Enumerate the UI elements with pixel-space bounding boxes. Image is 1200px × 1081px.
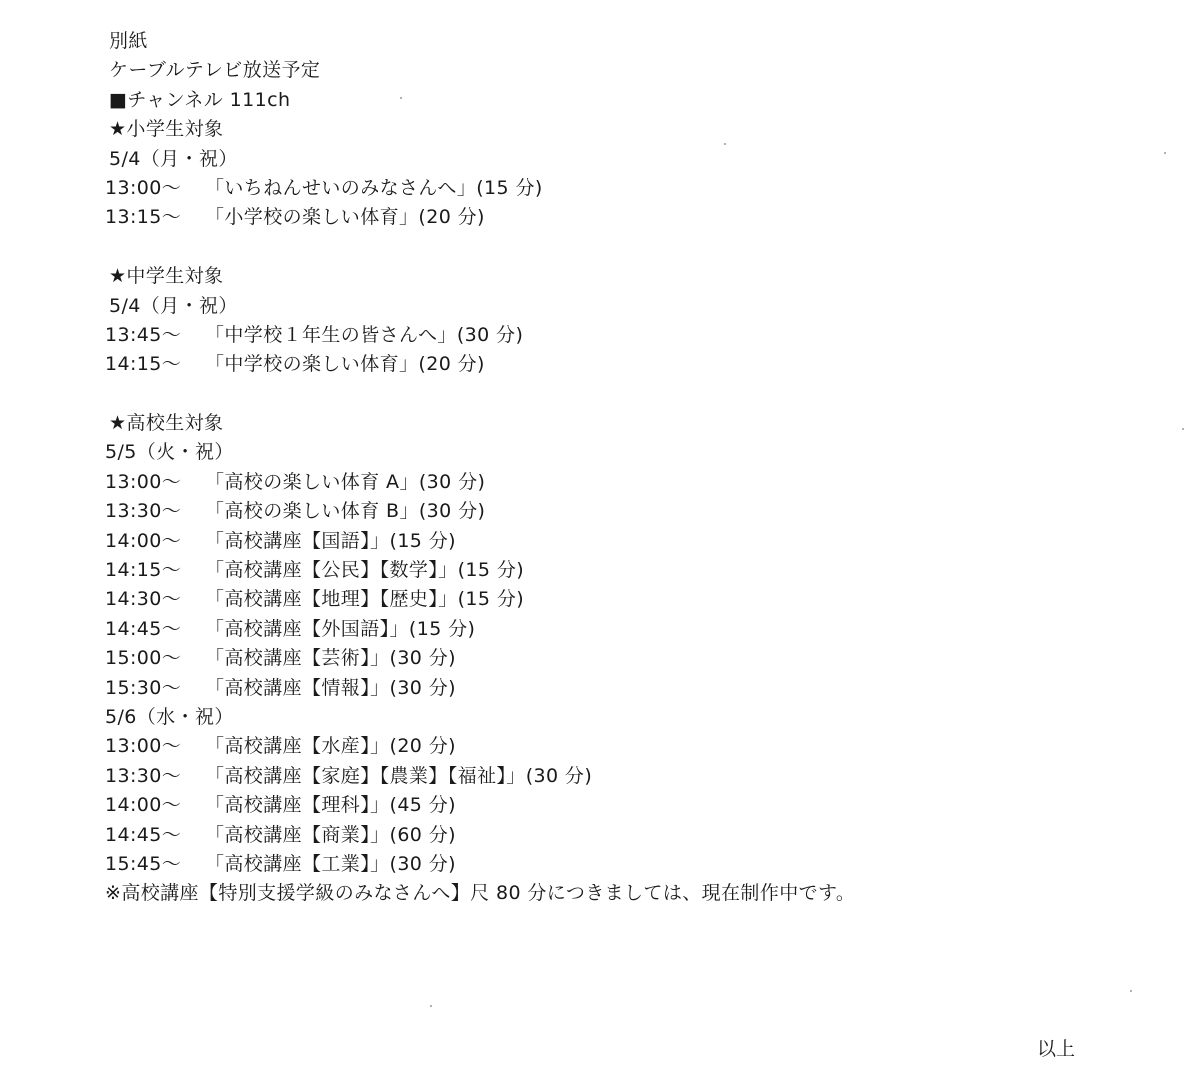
section-heading: ★小学生対象: [109, 118, 224, 141]
schedule-row: [105, 321, 1105, 350]
scan-speck: [400, 97, 402, 99]
schedule-time: 14:30～: [105, 588, 182, 611]
section-heading: ★中学生対象: [109, 265, 224, 288]
section-high-school: [105, 409, 1105, 879]
scan-speck: [1182, 428, 1184, 430]
program-title: 「中学校の楽しい体育」(20 分): [205, 353, 485, 376]
schedule-row: [105, 850, 1105, 879]
schedule-row: [105, 674, 1105, 703]
schedule-time: 14:45～: [105, 823, 182, 846]
schedule-row: [105, 350, 1105, 379]
program-title: 「高校講座【外国語】」(15 分): [205, 617, 476, 640]
schedule-row: [105, 497, 1105, 526]
program-title: 「高校講座【商業】」(60 分): [205, 823, 456, 846]
scan-speck: [430, 1005, 432, 1007]
program-title: 「高校講座【工業】」(30 分): [205, 852, 456, 875]
section-elementary: [105, 115, 1105, 233]
program-title: 「中学校１年生の皆さんへ」(30 分): [205, 323, 524, 346]
attachment-label: 別紙: [109, 30, 148, 52]
program-title: 「高校講座【家庭】【農業】【福祉】」(30 分): [205, 764, 593, 787]
section-junior-high: [105, 262, 1105, 380]
scan-speck: [724, 143, 726, 145]
schedule-time: 13:45～: [105, 323, 182, 346]
broadcast-date: 5/5（火・祝）: [105, 441, 234, 464]
scan-speck: [1164, 152, 1166, 154]
broadcast-date: 5/6（水・祝）: [105, 705, 234, 728]
program-title: 「高校講座【国語】」(15 分): [205, 529, 456, 552]
production-note: ※高校講座【特別支援学級のみなさんへ】尺 80 分につきましては、現在制作中です。: [105, 882, 856, 905]
program-title: 「高校講座【水産】」(20 分): [205, 735, 456, 758]
broadcast-date: 5/4（月・祝）: [109, 147, 238, 170]
scan-speck: [1130, 990, 1132, 992]
channel-label: ■チャンネル 111ch: [109, 88, 291, 111]
document-body: [105, 27, 1105, 909]
schedule-row: [105, 468, 1105, 497]
document-title: ケーブルテレビ放送予定: [109, 59, 321, 82]
schedule-row: [105, 762, 1105, 791]
schedule-row: [105, 174, 1105, 203]
schedule-row: [105, 732, 1105, 761]
program-title: 「小学校の楽しい体育」(20 分): [205, 206, 485, 229]
schedule-row: [105, 791, 1105, 820]
schedule-time: 13:30～: [105, 764, 182, 787]
schedule-row: [105, 615, 1105, 644]
spacer: [105, 233, 1105, 262]
schedule-row: [105, 644, 1105, 673]
schedule-row: [105, 585, 1105, 614]
schedule-time: 13:30～: [105, 500, 182, 523]
schedule-time: 13:00～: [105, 735, 182, 758]
schedule-time: 15:30～: [105, 676, 182, 699]
schedule-time: 14:00～: [105, 794, 182, 817]
program-title: 「高校の楽しい体育 A」(30 分): [205, 470, 486, 493]
spacer: [105, 380, 1105, 409]
schedule-time: 14:15～: [105, 353, 182, 376]
program-title: 「高校講座【地理】【歴史】」(15 分): [205, 588, 525, 611]
schedule-time: 13:00～: [105, 176, 182, 199]
schedule-time: 13:00～: [105, 470, 182, 493]
schedule-time: 15:00～: [105, 647, 182, 670]
program-title: 「高校講座【芸術】」(30 分): [205, 647, 456, 670]
closing-mark: 以上: [1037, 1038, 1076, 1060]
schedule-row: [105, 821, 1105, 850]
section-heading: ★高校生対象: [109, 412, 224, 435]
program-title: 「いちねんせいのみなさんへ」(15 分): [205, 176, 543, 199]
schedule-time: 13:15～: [105, 206, 182, 229]
program-title: 「高校講座【公民】【数学】」(15 分): [205, 559, 525, 582]
schedule-time: 14:15～: [105, 559, 182, 582]
schedule-row: [105, 556, 1105, 585]
schedule-time: 14:00～: [105, 529, 182, 552]
program-title: 「高校講座【情報】」(30 分): [205, 676, 456, 699]
program-title: 「高校の楽しい体育 B」(30 分): [205, 500, 486, 523]
schedule-row: [105, 527, 1105, 556]
schedule-time: 14:45～: [105, 617, 182, 640]
schedule-time: 15:45～: [105, 852, 182, 875]
program-title: 「高校講座【理科】」(45 分): [205, 794, 456, 817]
broadcast-date: 5/4（月・祝）: [109, 294, 238, 317]
schedule-row: [105, 203, 1105, 232]
